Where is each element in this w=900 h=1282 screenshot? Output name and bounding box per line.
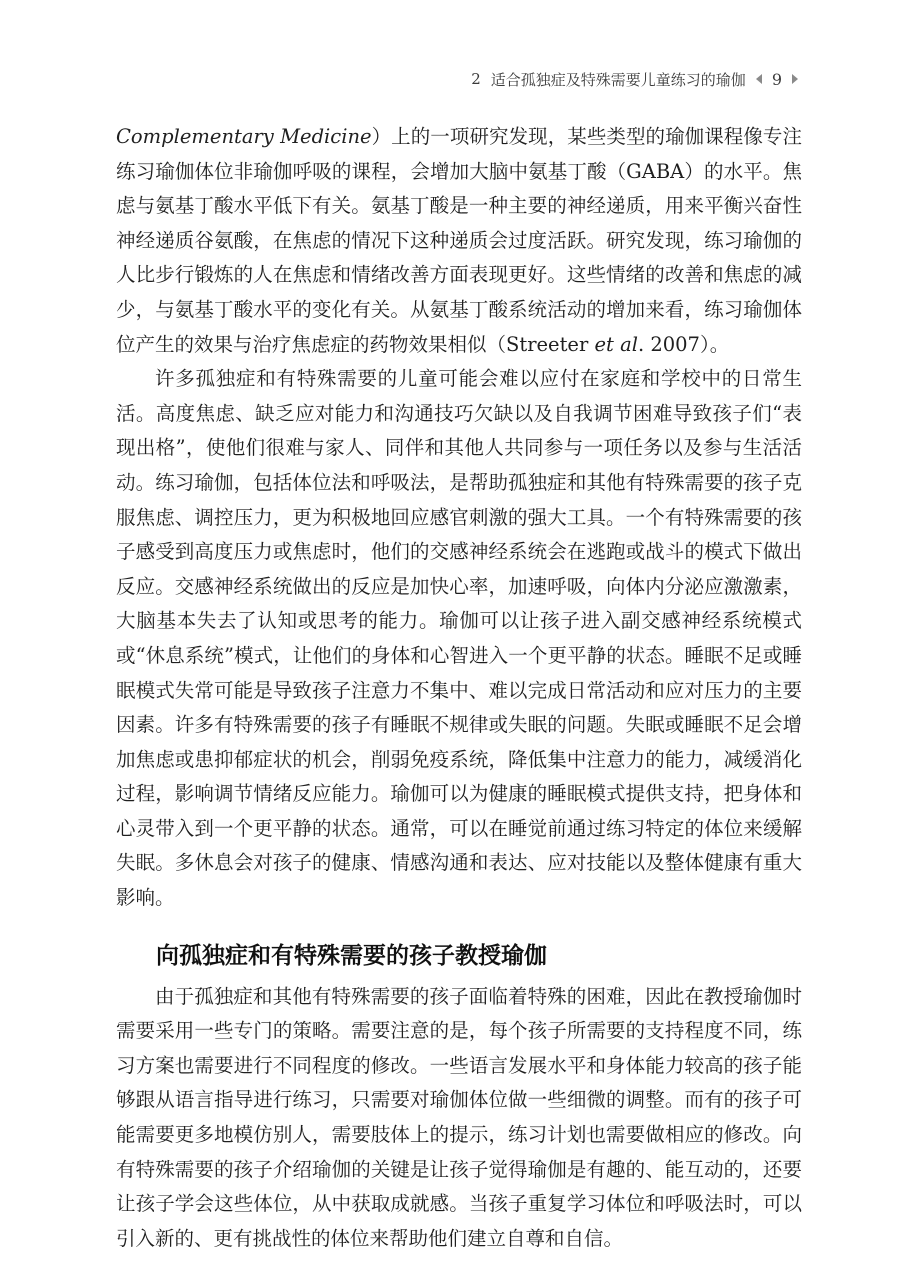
section-heading: 向孤独症和有特殊需要的孩子教授瑜伽 — [156, 942, 547, 969]
citation-et-al: et al — [594, 332, 638, 356]
triangle-right-icon — [792, 74, 798, 84]
citation-year: . 2007）。 — [637, 332, 730, 356]
chapter-number: 2 — [471, 70, 481, 88]
running-header — [471, 66, 808, 92]
triangle-left-icon — [756, 74, 762, 84]
page-number: 9 — [771, 69, 782, 89]
paragraph-text: ）上的一项研究发现，某些类型的瑜伽课程像专注练习瑜伽体位非瑜伽呼吸的课程，会增加大脑中氨基丁酸（GABA）的水平。焦虑与氨基丁酸水平低下有关。氨基丁酸是一种主要的神经递质，用来平衡兴奋性神经递质谷氨酸，在焦虑的情况下这种递质会过度活跃。研究发现，练习瑜伽的人比步行锻炼的人在焦虑和情绪改善方面表现更好。这些情绪的改善和焦虑的减少，与氨基丁酸水平的变化有关。从氨基丁酸系统活动的增加来看，练习瑜伽体位产生的效果与治疗焦虑症的药物效果相似（Streeter — [116, 125, 802, 356]
chapter-title: 适合孤独症及特殊需要儿童练习的瑜伽 — [490, 70, 746, 89]
paragraph-teaching-strategies: 由于孤独症和其他有特殊需要的孩子面临着特殊的困难，因此在教授瑜伽时需要采用一些专门的策略。需要注意的是，每个孩子所需要的支持程度不同，练习方案也需要进行不同程度的修改。一些语言发展水平和身体能力较高的孩子能够跟从语言指导进行练习，只需要对瑜伽体位做一些细微的调整。而有的孩子可能需要更多地模仿别人，需要肢体上的提示，练习计划也需要做相应的修改。向有特殊需要的孩子介绍瑜伽的关键是让孩子觉得瑜伽是有趣的、能互动的，还要让孩子学会这些体位，从中获取成就感。当孩子重复学习体位和呼吸法时，可以引入新的、更有挑战性的体位来帮助他们建立自尊和自信。 — [116, 984, 802, 1250]
page-body — [116, 120, 802, 1256]
paragraph-gaba-study — [116, 120, 802, 362]
paragraph-daily-life: 许多孤独症和有特殊需要的儿童可能会难以应付在家庭和学校中的日常生活。高度焦虑、缺乏应对能力和沟通技巧欠缺以及自我调节困难导致孩子们“表现出格”，使他们很难与家人、同伴和其他人共同参与一项任务以及参与生活活动。练习瑜伽，包括体位法和呼吸法，是帮助孤独症和其他有特殊需要的孩子克服焦虑、调控压力，更为积极地回应感官刺激的强大工具。一个有特殊需要的孩子感受到高度压力或焦虑时，他们的交感神经系统会在逃跑或战斗的模式下做出反应。交感神经系统做出的反应是加快心率，加速呼吸，向体内分泌应激激素，大脑基本失去了认知或思考的能力。瑜伽可以让孩子进入副交感神经系统模式或“休息系统”模式，让他们的身体和心智进入一个更平静的状态。睡眠不足或睡眠模式失常可能是导致孩子注意力不集中、难以完成日常活动和应对压力的主要因素。许多有特殊需要的孩子有睡眠不规律或失眠的问题。失眠或睡眠不足会增加焦虑或患抑郁症状的机会，削弱免疫系统，降低集中注意力的能力，减缓消化过程，影响调节情绪反应能力。瑜伽可以为健康的睡眠模式提供支持，把身体和心灵带入到一个更平静的状态。通常，可以在睡觉前通过练习特定的体位来缓解失眠。多休息会对孩子的健康、情感沟通和表达、应对技能以及整体健康有重大影响。 — [116, 367, 802, 910]
journal-name: Complementary Medicine — [116, 125, 372, 148]
